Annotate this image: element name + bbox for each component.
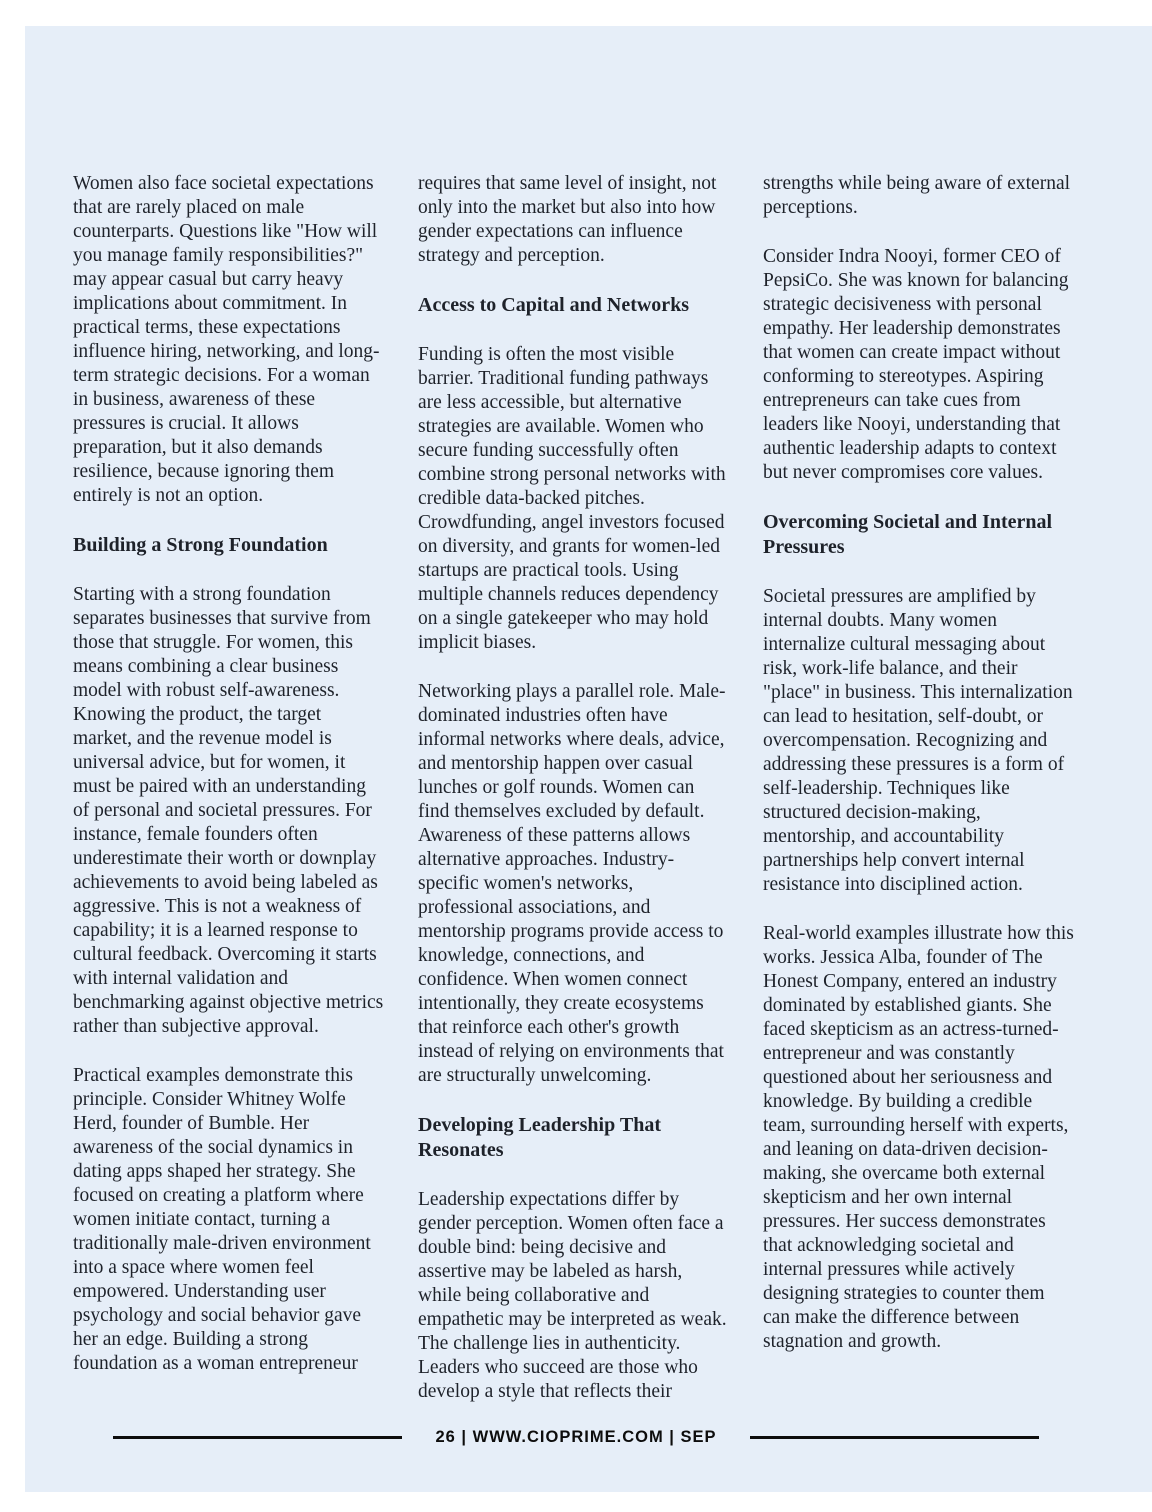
section-heading-building-a-strong-foundation: Building a Strong Foundation: [73, 534, 328, 556]
paragraph: Women also face societal expectations that are rarely placed on male counterparts. Questions like "How will you manage family responsibilities?" may appear casual but carry heavy implications about commitment. In practical terms, these expectations influence hiring, networking, and long-term strategic decisions. For a woman in business, awareness of these pressures is crucial. It allows preparation, but it also demands resilience, because ignoring them entirely is not an option.: [73, 173, 380, 506]
article-columns: [73, 172, 1075, 1429]
paragraph: requires that same level of insight, not only into the market but also into how gender expectations can influence strategy and perception.: [418, 173, 717, 266]
paragraph: Societal pressures are amplified by internal doubts. Many women internalize cultural messaging about risk, work-life balance, and their "place" in business. This internalization can lead to hesitation, self-doubt, or overcompensation. Recognizing and addressing these pressures is a form of self-leadership. Techniques like structured decision-making, mentorship, and accountability partnerships help convert internal resistance into disciplined action.: [763, 586, 1073, 895]
column-3: [763, 172, 1075, 1429]
paragraph: Practical examples demonstrate this principle. Consider Whitney Wolfe Herd, founder of Bumble. Her awareness of the social dynamics in dating apps shaped her strategy. She focused on creating a platform where women initiate contact, turning a traditionally male-driven environment into a space where women feel empowered. Understanding user psychology and social behavior gave her an edge. Building a strong foundation as a woman entrepreneur: [73, 1065, 371, 1374]
section-heading-overcoming-societal-and-internal-pressures: Overcoming Societal and Internal Pressures: [763, 511, 1053, 558]
section-heading-developing-leadership-that-resonates: Developing Leadership That Resonates: [418, 1114, 661, 1161]
column-1: [73, 172, 385, 1429]
column-2: [418, 172, 730, 1429]
paragraph: Consider Indra Nooyi, former CEO of PepsiCo. She was known for balancing strategic decisiveness with personal empathy. Her leadership demonstrates that women can create impact without conforming to stereotypes. Aspiring entrepreneurs can take cues from leaders like Nooyi, understanding that authentic leadership adapts to context but never compromises core values.: [763, 246, 1069, 483]
footer-text: 26 | WWW.CIOPRIME.COM | SEP: [435, 1428, 717, 1446]
footer-rule-right: [750, 1436, 1039, 1439]
section-heading-access-to-capital-and-networks: Access to Capital and Networks: [418, 294, 690, 316]
paragraph: Real-world examples illustrate how this works. Jessica Alba, founder of The Honest Company, entered an industry dominated by established giants. She faced skepticism as an actress-turned-entrepreneur and was constantly questioned about her seriousness and knowledge. By building a credible team, surrounding herself with experts, and leaning on data-driven decision-making, she overcame both external skepticism and her own internal pressures. Her success demonstrates that acknowledging societal and internal pressures while actively designing strategies to counter them can make the difference between stagnation and growth.: [763, 923, 1074, 1352]
footer-rule-left: [113, 1436, 402, 1439]
paragraph: Starting with a strong foundation separates businesses that survive from those that struggle. For women, this means combining a clear business model with robust self-awareness. Knowing the product, the target market, and the revenue model is universal advice, but for women, it must be paired with an understanding of personal and societal pressures. For instance, female founders often underestimate their worth or downplay achievements to avoid being labeled as aggressive. This is not a weakness of capability; it is a learned response to cultural feedback. Overcoming it starts with internal validation and benchmarking against objective metrics rather than subjective approval.: [73, 584, 384, 1037]
page-sheet: [25, 26, 1152, 1492]
paragraph: Networking plays a parallel role. Male-dominated industries often have informal networks where deals, advice, and mentorship happen over casual lunches or golf rounds. Women can find themselves excluded by default. Awareness of these patterns allows alternative approaches. Industry-specific women's networks, professional associations, and mentorship programs provide access to knowledge, connections, and confidence. When women connect intentionally, they create ecosystems that reinforce each other's growth instead of relying on environments that are structurally unwelcoming.: [418, 681, 726, 1086]
page-footer: [0, 1428, 1152, 1447]
paragraph: Funding is often the most visible barrier. Traditional funding pathways are less accessible, but alternative strategies are available. Women who secure funding successfully often combine strong personal networks with credible data-backed pitches. Crowdfunding, angel investors focused on diversity, and grants for women-led startups are practical tools. Using multiple channels reduces dependency on a single gatekeeper who may hold implicit biases.: [418, 344, 726, 653]
paragraph: strengths while being aware of external perceptions.: [763, 173, 1071, 218]
paragraph: Leadership expectations differ by gender perception. Women often face a double bind: being decisive and assertive may be labeled as harsh, while being collaborative and empathetic may be interpreted as weak. The challenge lies in authenticity. Leaders who succeed are those who develop a style that reflects their: [418, 1189, 727, 1402]
